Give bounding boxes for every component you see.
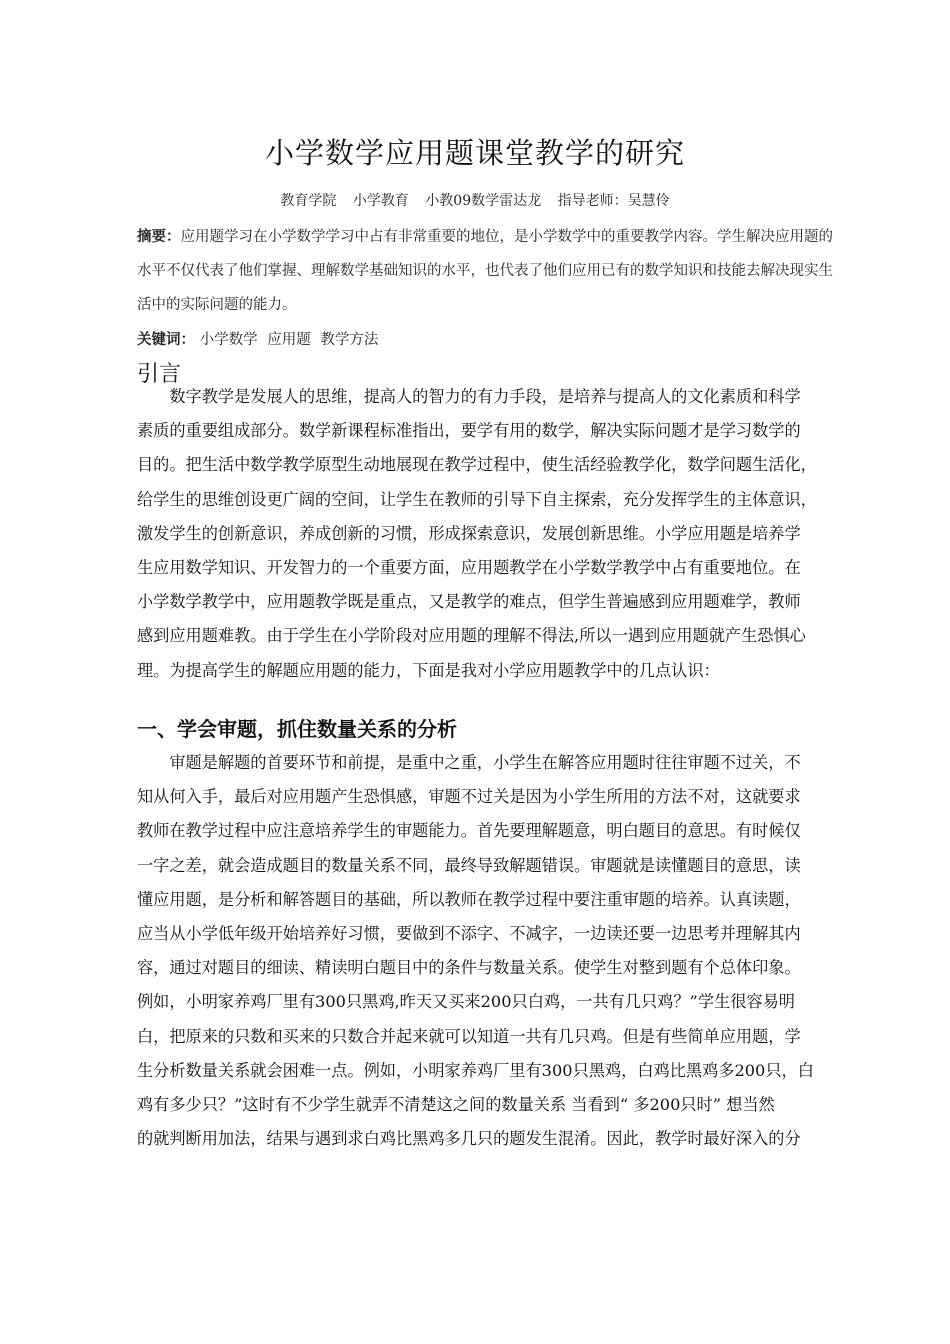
keyword: 小学数学 xyxy=(199,332,258,348)
text-line: 目的。把生活中数学教学原型生动地展现在教学过程中，使生活经验教学化，数学问题生活化， xyxy=(137,455,817,475)
text-line: 审题是解题的首要环节和前提，是重中之重，小学生在解答应用题时往往审题不过关，不 xyxy=(137,753,801,772)
abstract xyxy=(137,220,842,322)
section-heading: 一、学会审题，抓住数量关系的分析 xyxy=(137,717,457,741)
text-line: 理。为提高学生的解题应用题的能力，下面是我对小学应用题教学中的几点认识： xyxy=(137,660,720,680)
intro-paragraph xyxy=(137,380,849,688)
author-college: 教育学院 xyxy=(280,193,337,209)
text-line: 生分析数量关系就会困难一点。例如，小明家养鸡厂里有300只黑鸡，白鸡比黑鸡多200只，白 xyxy=(137,1060,814,1080)
keywords-label: 关键词： xyxy=(137,332,195,348)
keywords xyxy=(137,328,383,349)
page-title: 小学数学应用题课堂教学的研究 xyxy=(264,136,685,170)
abstract-line: 活中的实际问题的能力。 xyxy=(137,297,297,313)
text-line: 鸡有多少只？”这时有不少学生就弄不清楚这之间的数量关系 当看到“ 多200只时” 想当然 xyxy=(137,1095,775,1115)
text-line: 素质的重要组成部分。数学新课程标准指出，要学有用的数学，解决实际问题才是学习数学的 xyxy=(137,421,801,441)
text-line: 教师在教学过程中应注意培养学生的审题能力。首先要理解题意，明白题目的意思。有时候仅 xyxy=(137,821,801,841)
text-line: 给学生的思维创设更广阔的空间，让学生在教师的引导下自主探索，充分发挥学生的主体意识， xyxy=(137,489,817,509)
text-line: 一字之差，就会造成题目的数量关系不同，最终导致解题错误。审题就是读懂题目的意思，读 xyxy=(137,855,801,875)
abstract-line: 水平不仅代表了他们掌握、理解数学基础知识的水平，也代表了他们应用已有的数学知识和技能去解决现实生 xyxy=(137,263,833,279)
text-line: 小学数学教学中，应用题教学既是重点，又是教学的难点，但学生普遍感到应用题难学，教师 xyxy=(137,592,801,612)
abstract-line: 应用题学习在小学数学学习中占有非常重要的地位，是小学数学中的重要教学内容。学生解决应用题的 xyxy=(180,229,833,245)
author-student: 小教09数学雷达龙 xyxy=(425,193,542,209)
author-advisor: 指导老师：吴慧伶 xyxy=(557,193,670,209)
author-line xyxy=(0,190,950,210)
text-line: 容，通过对题目的细读、精读明白题目中的条件与数量关系。使学生对整到题有个总体印象。 xyxy=(137,958,801,978)
text-line: 感到应用题难教。由于学生在小学阶段对应用题的理解不得法,所以一遇到应用题就产生恐惧心 xyxy=(137,626,806,646)
intro-heading: 引言 xyxy=(137,362,182,387)
text-line: 应当从小学低年级开始培养好习惯，要做到不添字、不减字，一边读还要一边思考并理解其内 xyxy=(137,924,801,944)
text-line: 白，把原来的只数和买来的只数合并起来就可以知道一共有几只鸡。但是有些简单应用题，学 xyxy=(137,1026,801,1046)
text-line: 生应用数学知识、开发智力的一个重要方面，应用题教学在小学数学教学中占有重要地位。在 xyxy=(137,558,801,578)
text-line: 的就判断用加法，结果与遇到求白鸡比黑鸡多几只的题发生混淆。因此，教学时最好深入的分 xyxy=(137,1129,801,1149)
text-line: 例如，小明家养鸡厂里有300只黑鸡,昨天又买来200只白鸡，一共有几只鸡？”学生很容易明 xyxy=(137,992,795,1012)
keyword: 教学方法 xyxy=(320,332,379,348)
text-line: 懂应用题，是分析和解答题目的基础，所以教师在教学过程中要注重审题的培养。认真读题， xyxy=(137,889,801,909)
text-line: 激发学生的创新意识，养成创新的习惯，形成探索意识，发展创新思维。小学应用题是培养学 xyxy=(137,523,801,543)
keyword: 应用题 xyxy=(267,332,311,348)
section-paragraph xyxy=(137,746,849,1156)
author-major: 小学教育 xyxy=(352,193,409,209)
text-line: 数字教学是发展人的思维，提高人的智力的有力手段，是培养与提高人的文化素质和科学 xyxy=(137,387,801,406)
text-line: 知从何入手，最后对应用题产生恐惧感，审题不过关是因为小学生所用的方法不对，这就要求 xyxy=(137,787,801,807)
abstract-label: 摘要： xyxy=(137,229,181,245)
